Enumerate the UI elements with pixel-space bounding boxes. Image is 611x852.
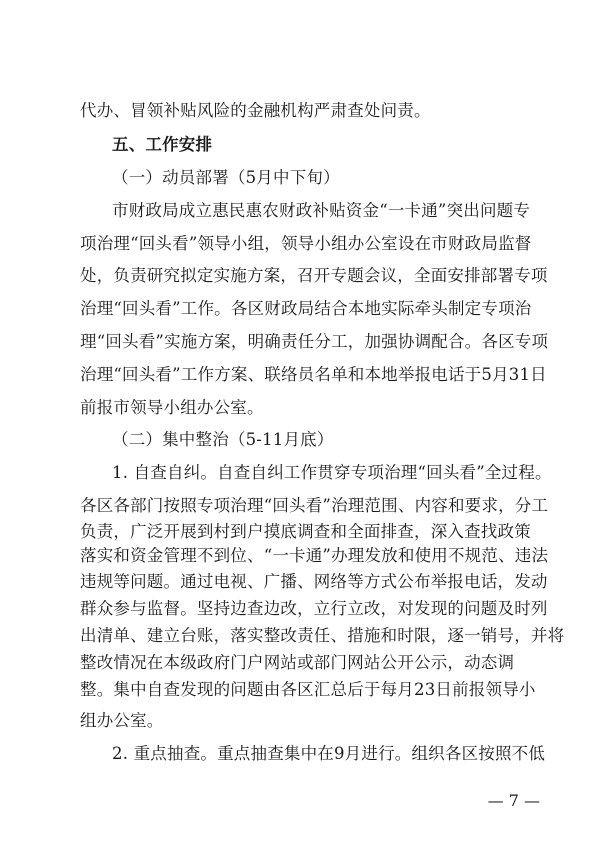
section-heading: 五、工作安排 — [112, 135, 213, 154]
text-line: 代办、冒领补贴风险的金融机构严肃查处问责。 — [80, 101, 431, 120]
text-line: 处，负责研究拟定实施方案，召开专题会议，全面安排部署专项 — [80, 266, 548, 285]
text-line: 负责，广泛开展到村到户摸底调查和全面排查，深入查找政策 — [80, 522, 531, 541]
text-line: 治理“回头看”工作方案、联络员名单和本地举报电话于5月31日 — [80, 365, 547, 384]
text-line: 组办公室。 — [80, 711, 164, 730]
page-number: — 7 — — [487, 791, 540, 810]
text-line: 理“回头看”实施方案，明确责任分工，加强协调配合。各区专项 — [80, 332, 549, 351]
text-line: 各区各部门按照专项治理“回头看”治理范围、内容和要求，分工 — [80, 496, 549, 515]
text-line: 2. 重点抽查。重点抽查集中在9月进行。组织各区按照不低 — [112, 744, 546, 763]
text-line: 群众参与监督。坚持边查边改，立行立改，对发现的问题及时列 — [80, 599, 548, 618]
subsection-heading: （一）动员部署（5月中下旬） — [112, 168, 340, 187]
text-line: 整改情况在本级政府门户网站或部门网站公开公示，动态调 — [80, 653, 515, 672]
subsection-heading: （二）集中整治（5-11月底） — [112, 430, 334, 449]
text-line: 落实和资金管理不到位、“一卡通”办理发放和使用不规范、违法 — [80, 546, 549, 565]
text-line: 前报市领导小组办公室。 — [80, 398, 264, 417]
text-line: 市财政局成立惠民惠农财政补贴资金“一卡通”突出问题专 — [112, 201, 531, 220]
text-line: 项治理“回头看”领导小组，领导小组办公室设在市财政局监督 — [80, 234, 532, 253]
text-line: 违规等问题。通过电视、广播、网络等方式公布举报电话，发动 — [80, 572, 548, 591]
text-line: 治理“回头看”工作。各区财政局结合本地实际牵头制定专项治 — [80, 299, 532, 318]
text-line: 整。集中自查发现的问题由各区汇总后于每月23日前报领导小 — [80, 680, 536, 699]
text-line: 1. 自查自纠。自查自纠工作贯穿专项治理“回头看”全过程。 — [112, 463, 552, 482]
text-line: 出清单、建立台账，落实整改责任、措施和时限，逐一销号，并将 — [80, 626, 565, 645]
